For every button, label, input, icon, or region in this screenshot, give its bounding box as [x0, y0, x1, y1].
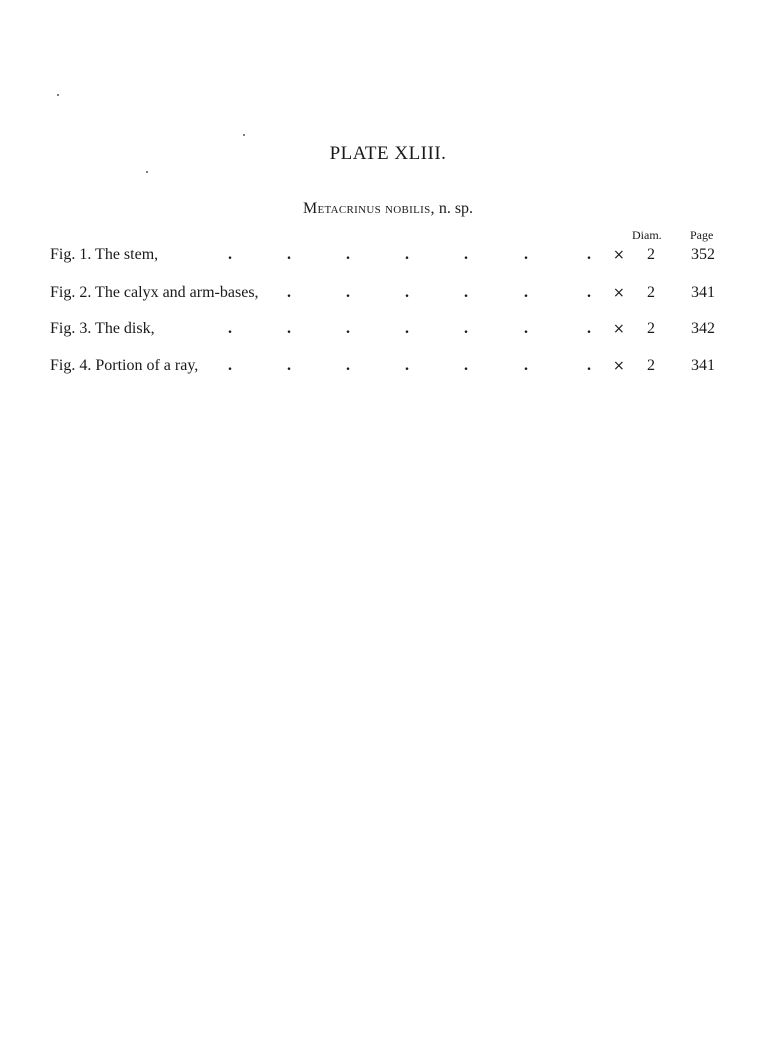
- magnification: 2: [647, 284, 655, 301]
- leader-dot: .: [587, 284, 591, 301]
- leader-dot: .: [464, 320, 468, 337]
- magnification: 2: [647, 357, 655, 374]
- leader-dot: .: [524, 246, 528, 263]
- leader-dot: .: [346, 357, 350, 374]
- leader-dot: .: [287, 357, 291, 374]
- figure-row: [50, 284, 730, 308]
- figure-row: [50, 246, 730, 270]
- leader-dot: .: [228, 357, 232, 374]
- magnification: 2: [647, 246, 655, 263]
- species-genus: Metacrinus: [302, 200, 382, 217]
- leader-dot: .: [464, 246, 468, 263]
- plate-title: PLATE XLIII.: [329, 143, 447, 164]
- page-number: 341: [691, 284, 715, 301]
- column-header-diam: Diam.: [632, 228, 662, 242]
- figure-row: [50, 357, 730, 381]
- times-sign: ×: [613, 247, 625, 263]
- leader-dot: .: [228, 246, 232, 263]
- leader-dot: .: [524, 357, 528, 374]
- leader-dot: .: [228, 320, 232, 337]
- leader-dot: .: [287, 284, 291, 301]
- leader-dot: .: [524, 320, 528, 337]
- leader-dot: .: [405, 320, 409, 337]
- page-number: 341: [691, 357, 715, 374]
- magnification: 2: [647, 320, 655, 337]
- page-number: 342: [691, 320, 715, 337]
- leader-dot: .: [524, 284, 528, 301]
- page-number: 352: [691, 246, 715, 263]
- leader-dot: .: [587, 357, 591, 374]
- species-epithet: nobilis,: [385, 200, 435, 217]
- species-title: [0, 200, 776, 218]
- speck: [146, 171, 148, 173]
- times-sign: ×: [613, 285, 625, 301]
- figure-label: Fig. 4. Portion of a ray,: [50, 357, 199, 374]
- leader-dot: .: [287, 246, 291, 263]
- leader-dot: .: [587, 320, 591, 337]
- leader-dot: .: [287, 320, 291, 337]
- figure-label: Fig. 1. The stem,: [50, 246, 159, 263]
- leader-dot: .: [405, 246, 409, 263]
- species-note: n. sp.: [438, 200, 474, 217]
- leader-dot: .: [346, 320, 350, 337]
- leader-dot: .: [405, 284, 409, 301]
- leader-dot: .: [346, 284, 350, 301]
- figure-label: Fig. 3. The disk,: [50, 320, 155, 337]
- times-sign: ×: [613, 358, 625, 374]
- speck: [243, 134, 245, 136]
- leader-dot: .: [346, 246, 350, 263]
- figure-label: Fig. 2. The calyx and arm-bases,: [50, 284, 259, 301]
- speck: [57, 94, 59, 96]
- times-sign: ×: [613, 321, 625, 337]
- column-header-page: Page: [690, 228, 714, 242]
- leader-dot: .: [464, 284, 468, 301]
- leader-dot: .: [464, 357, 468, 374]
- figure-row: [50, 320, 730, 344]
- leader-dot: .: [587, 246, 591, 263]
- leader-dot: .: [405, 357, 409, 374]
